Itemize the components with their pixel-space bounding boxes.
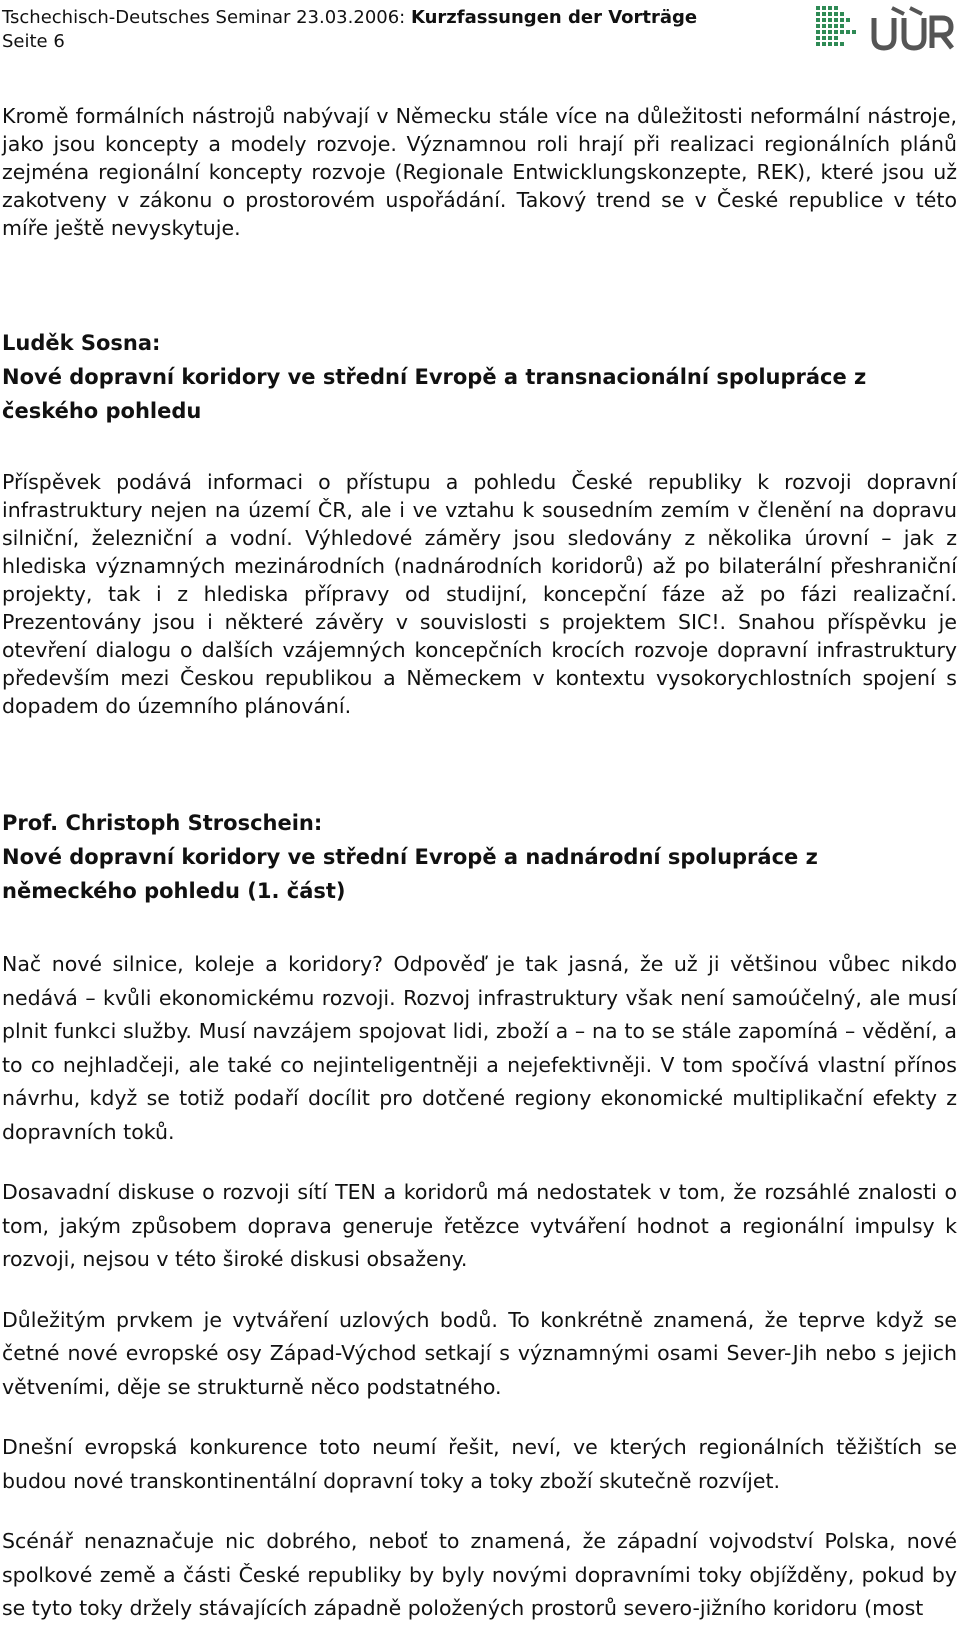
section1-body: Příspěvek podává informaci o přístupu a pohledu České republiky k rozvoji dopravní infrastruktury nejen na území ČR, ale i ve vztahu k sousedním zemím v členění na dopravu silniční, železniční a vodní. Výhledové záměry jsou sledovány z několika úrovní – jak z hlediska významných mezinárodních (nadnárodních koridorů) až po bilaterální přeshraniční projekty, tak i z hlediska přípravy od studijní, koncepční fáze až po fázi realizační. Prezentovány jsou i některé závěry v souvislosti s projektem SIC!. Snahou příspěvku je otevření dialogu o dalších vzájemných koncepčních krocích rozvoje dopravní infrastruktury především mezi Českou republikou a Německem v kontextu vysokorychlostních spojení s dopadem do územního plánování. — [2, 470, 957, 718]
section2-paragraph-1: Nač nové silnice, koleje a koridory? Odpověď je tak jasná, že už ji většinou vůbec nikdo nedává – kvůli ekonomickému rozvoji. Rozvoj infrastruktury však není samoúčelný, ale musí plnit funkci služby. Musí navzájem spojovat lidi, zboží a – na to se stále zapomíná – vědění, a to co nejhladčeji, ale také co nejinteligentněji a nejefektivněji. V tom spočívá vlastní přínos návrhu, když se totiž podaří docílit pro dotčené regiony ekonomické multiplikační efekty z dopravních toků. — [2, 952, 957, 1144]
header-section-title: Kurzfassungen der Vorträge — [410, 7, 698, 28]
header-seminar-title: Tschechisch-Deutsches Seminar 23.03.2006: — [2, 7, 411, 28]
section2-paragraph-2: Dosavadní diskuse o rozvoji sítí TEN a koridorů má nedostatek v tom, že rozsáhlé znalosti o tom, jakým způsobem doprava generuje řetězce vytváření hodnot a regionální impulsy k rozvoji, nejsou v této široké diskusi obsaženy. — [2, 1180, 957, 1271]
section1-title: Nové dopravní koridory ve střední Evropě a transnacionální spolupráce z českého pohledu — [2, 365, 867, 423]
section2-paragraph-4: Dnešní evropská konkurence toto neumí řešit, neví, ve kterých regionálních těžištích se budou nové transkontinentální dopravní toky a toky zboží skutečně rozvíjet. — [2, 1435, 957, 1493]
section2-author: Prof. Christoph Stroschein: — [2, 811, 323, 835]
intro-paragraph: Kromě formálních nástrojů nabývají v Německu stále více na důležitosti neformální nástroje, jako jsou koncepty a modely rozvoje. Významnou roli hrají při realizaci regionálních plánů zejména regionální koncepty rozvoje (Regionale Entwicklungskonzepte, REK), které jsou už zakotveny v zákonu o prostorovém uspořádání. Takový trend se v České republice v této míře ještě nevyskytuje. — [2, 104, 957, 240]
page-number: Seite 6 — [2, 31, 65, 52]
section1-author: Luděk Sosna: — [2, 331, 161, 355]
section2-paragraph-5: Scénář nenaznačuje nic dobrého, neboť to znamená, že západní vojvodství Polska, nové spolkové země a části České republiky by byly novými dopravními toky objížděny, pokud by se tyto toky držely stávajících západně položených prostorů severo-jižního koridoru (most — [2, 1529, 957, 1620]
header-line-1 — [2, 6, 697, 30]
page-header — [2, 6, 697, 54]
page-content — [2, 102, 957, 1626]
section2-paragraph-3: Důležitým prvkem je vytváření uzlových bodů. To konkrétně znamená, že teprve když se četné nové evropské osy Západ-Východ setkají s významnými osami Sever-Jih nebo s jejich větveními, děje se strukturně něco podstatného. — [2, 1307, 957, 1399]
uur-logo-icon — [814, 4, 956, 52]
section2-title: Nové dopravní koridory ve střední Evropě a nadnárodní spolupráce z německého pohledu (1. část) — [2, 845, 818, 903]
